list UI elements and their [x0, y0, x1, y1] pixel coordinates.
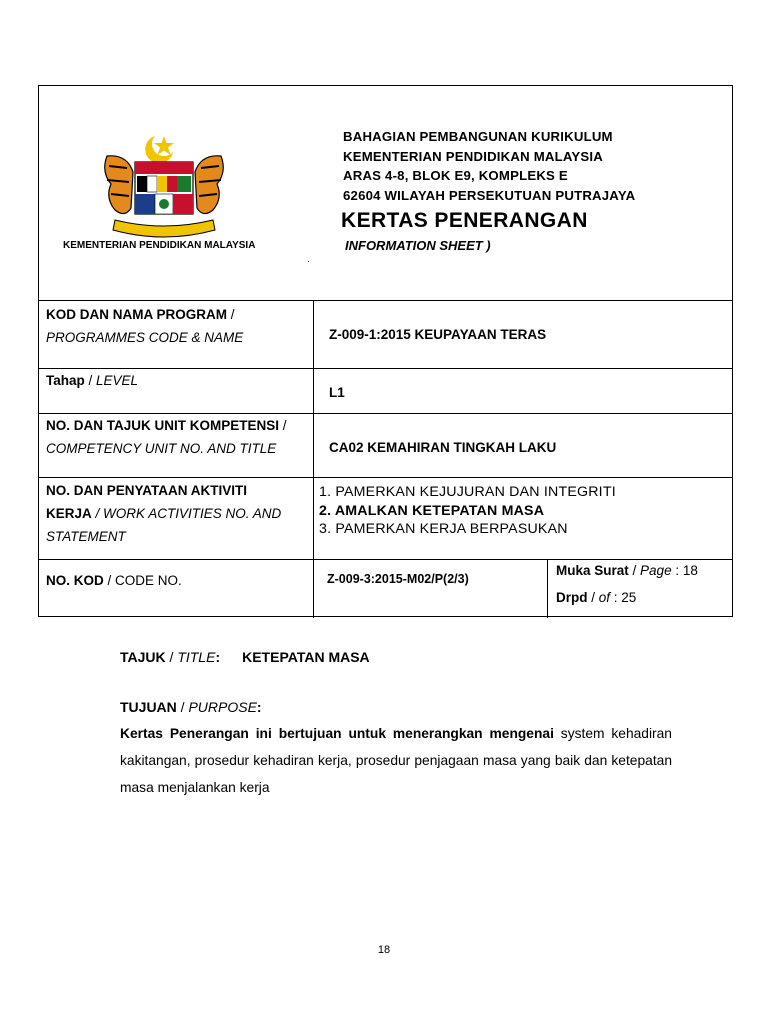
level-value: L1: [329, 385, 345, 400]
unit-label-slash: /: [279, 418, 287, 433]
unit-label: [46, 414, 287, 460]
of-colon: :: [610, 590, 622, 605]
document-subtitle: INFORMATION SHEET ): [345, 238, 491, 253]
row-code: [39, 560, 732, 618]
level-label-bold: Tahap: [46, 373, 85, 388]
tujuan-line: [120, 699, 262, 715]
activities-label-en-1: / WORK ACTIVITIES NO. AND: [91, 506, 282, 521]
list-item: 3. PAMERKAN KERJA BERPASUKAN: [319, 521, 568, 537]
program-label-slash: /: [227, 307, 235, 322]
tujuan-en: PURPOSE: [188, 699, 257, 715]
page-label-rest: /: [628, 563, 641, 578]
activities-list: [319, 483, 616, 539]
of-label-bold: Drpd: [556, 590, 588, 605]
page-info: [556, 563, 698, 578]
level-label-en: LEVEL: [96, 373, 139, 388]
stray-dot: .: [307, 254, 310, 264]
program-label: [46, 303, 243, 349]
program-label-bold: KOD DAN NAMA PROGRAM: [46, 307, 227, 322]
page-label-bold: Muka Surat: [556, 563, 629, 578]
code-label-rest: / CODE NO.: [103, 573, 182, 588]
paragraph-lead: Kertas Penerangan ini bertujuan untuk menerangkan mengenai: [120, 726, 554, 741]
address-line: 62604 WILAYAH PERSEKUTUAN PUTRAJAYA: [343, 187, 636, 203]
address-line: KEMENTERIAN PENDIDIKAN MALAYSIA: [343, 148, 603, 164]
address-line: BAHAGIAN PEMBANGUNAN KURIKULUM: [343, 129, 613, 144]
level-label: [46, 369, 138, 392]
header-block: [39, 86, 732, 301]
column-divider: [313, 369, 314, 413]
tajuk-en: TITLE: [177, 649, 216, 665]
document-title: KERTAS PENERANGAN: [341, 209, 588, 232]
page-colon: :: [671, 563, 683, 578]
list-item: 1. PAMERKAN KEJUJURAN DAN INTEGRITI: [319, 484, 616, 500]
code-label-bold: NO. KOD: [46, 573, 104, 588]
tajuk-value: KETEPATAN MASA: [242, 649, 370, 665]
activities-label: [46, 479, 281, 548]
purpose-paragraph: [120, 720, 672, 801]
activities-label-bold-1: NO. DAN PENYATAAN AKTIVITI: [46, 483, 248, 498]
tajuk-label: TAJUK: [120, 649, 166, 665]
row-level: [39, 369, 732, 414]
unit-label-bold: NO. DAN TAJUK UNIT KOMPETENSI: [46, 418, 280, 433]
tajuk-colon: :: [215, 649, 221, 665]
level-label-slash: /: [84, 373, 97, 388]
tujuan-slash: /: [176, 699, 189, 715]
list-item: 2. AMALKAN KETEPATAN MASA: [319, 502, 545, 519]
program-value: Z-009-1:2015 KEUPAYAAN TERAS: [329, 327, 547, 342]
program-label-en: PROGRAMMES CODE & NAME: [46, 330, 244, 345]
tujuan-label: TUJUAN: [120, 699, 177, 715]
column-divider: [313, 414, 314, 477]
unit-label-en: COMPETENCY UNIT NO. AND TITLE: [46, 441, 277, 456]
column-divider: [313, 300, 314, 368]
ministry-label: KEMENTERIAN PENDIDIKAN MALAYSIA: [63, 240, 256, 251]
tajuk-slash: /: [165, 649, 178, 665]
column-divider: [313, 560, 314, 618]
of-label-en: of: [598, 590, 611, 605]
unit-value: CA02 KEMAHIRAN TINGKAH LAKU: [329, 440, 557, 455]
code-value: Z-009-3:2015-M02/P(2/3): [327, 572, 469, 586]
activities-label-en-2: STATEMENT: [46, 529, 126, 544]
document-frame: [38, 85, 733, 617]
page-label-en: Page: [640, 563, 672, 578]
activities-label-bold-2: KERJA: [46, 506, 92, 521]
address-block: [343, 127, 635, 205]
row-program: [39, 300, 732, 369]
row-activities: [39, 478, 732, 560]
code-label: [46, 569, 182, 592]
page-value: 18: [682, 563, 698, 578]
tajuk-line: [120, 649, 370, 665]
column-divider: [313, 478, 314, 559]
address-line: ARAS 4-8, BLOK E9, KOMPLEKS E: [343, 168, 568, 183]
of-value: 25: [621, 590, 637, 605]
page-number: 18: [377, 944, 391, 956]
column-divider: [547, 560, 548, 618]
row-unit: [39, 414, 732, 478]
of-info: [556, 590, 636, 605]
tujuan-colon: :: [256, 699, 262, 715]
coat-of-arms-icon: [97, 132, 231, 244]
paragraph-rest: system kehadiran kakitangan, prosedur kehadiran kerja, prosedur penjagaan masa yang baik dan ketepatan masa menjalankan kerja: [120, 726, 672, 795]
of-label-rest: /: [587, 590, 599, 605]
